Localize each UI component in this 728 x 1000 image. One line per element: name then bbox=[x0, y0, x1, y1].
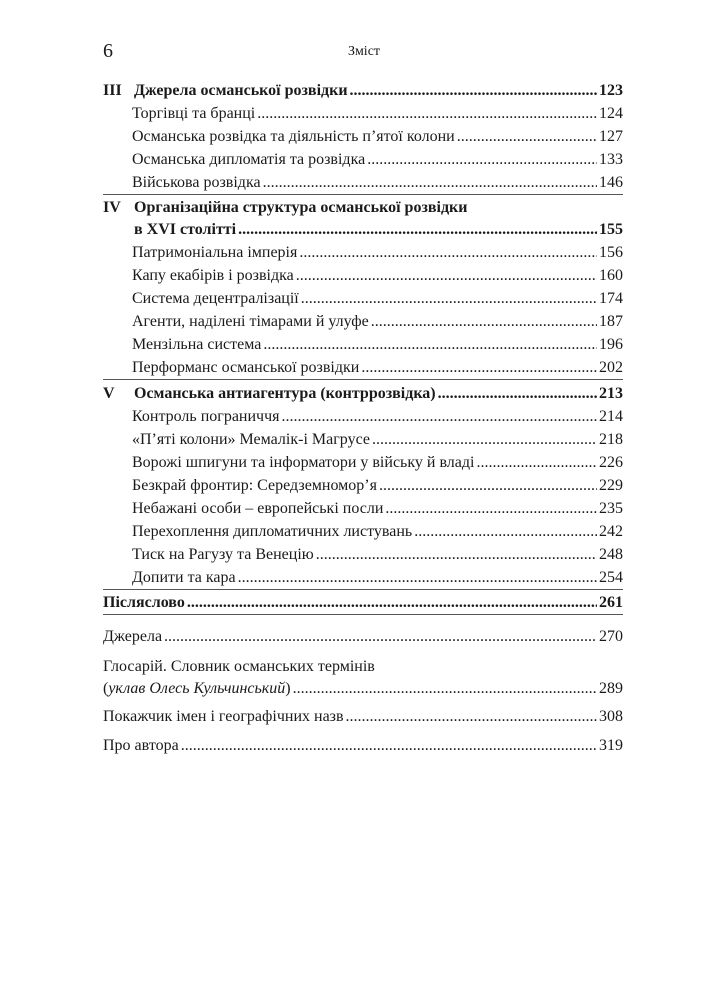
toc-afterword[interactable] bbox=[103, 592, 623, 614]
page-ref: 308 bbox=[599, 708, 623, 725]
toc-entry[interactable] bbox=[132, 567, 623, 589]
divider bbox=[103, 614, 623, 615]
entry-title: Торгівці та бранці bbox=[132, 105, 256, 122]
toc-entry[interactable] bbox=[132, 429, 623, 451]
divider bbox=[103, 589, 623, 590]
part-title: Джерела османської розвідки bbox=[134, 82, 348, 99]
toc-entry[interactable] bbox=[132, 149, 623, 171]
toc-entry[interactable] bbox=[132, 288, 623, 310]
page-ref: 214 bbox=[599, 408, 623, 425]
toc-entry[interactable] bbox=[132, 357, 623, 379]
entry-title: Тиск на Рагузу та Венецію bbox=[132, 546, 314, 563]
page-ref: 160 bbox=[599, 267, 623, 284]
page-ref: 248 bbox=[599, 546, 623, 563]
entry-title: Перформанс османської розвідки bbox=[132, 359, 360, 376]
entry-title: «П’яті колони» Мемалік-і Магрусе bbox=[132, 431, 370, 448]
entry-title: Контроль пограниччя bbox=[132, 408, 280, 425]
toc-entry[interactable] bbox=[132, 334, 623, 356]
entry-title-line-1: Глосарій. Словник османських термінів bbox=[103, 658, 375, 675]
toc-part-iv[interactable] bbox=[103, 197, 623, 241]
toc-entry[interactable] bbox=[132, 498, 623, 520]
entry-title: Османська дипломатія та розвідка bbox=[132, 151, 366, 168]
entry-title-line-2: (уклав Олесь Кульчинський) bbox=[103, 680, 291, 697]
toc-entry[interactable] bbox=[132, 406, 623, 428]
toc-part-iii[interactable] bbox=[103, 80, 623, 102]
toc-entry[interactable] bbox=[132, 475, 623, 497]
part-title-line-1: Організаційна структура османської розвідки bbox=[134, 199, 468, 216]
page-ref: 235 bbox=[599, 500, 623, 517]
part-title: Османська антиагентура (контррозвідка) bbox=[134, 385, 436, 402]
page-ref: 202 bbox=[599, 359, 623, 376]
entry-title: Мензільна система bbox=[132, 336, 262, 353]
page-ref: 319 bbox=[599, 737, 623, 754]
entry-title: Перехоплення дипломатичних листувань bbox=[132, 523, 413, 540]
page-ref: 218 bbox=[599, 431, 623, 448]
toc-entry[interactable] bbox=[132, 242, 623, 264]
toc-index[interactable] bbox=[103, 706, 623, 728]
page-ref: 261 bbox=[599, 594, 623, 611]
page-ref: 213 bbox=[599, 385, 623, 402]
entry-title: Ворожі шпигуни та інформатори у війську й владі bbox=[132, 454, 475, 471]
page-ref: 133 bbox=[599, 151, 623, 168]
part-title-line-2: в XVI столітті bbox=[134, 221, 237, 238]
page-ref: 270 bbox=[599, 628, 623, 645]
entry-title: Система децентралізації bbox=[132, 290, 299, 307]
page-ref: 127 bbox=[599, 128, 623, 145]
entry-title: Допити та кара bbox=[132, 569, 236, 586]
entry-title: Агенти, наділені тімарами й улуфе bbox=[132, 313, 369, 330]
page-ref: 242 bbox=[599, 523, 623, 540]
toc-entry[interactable] bbox=[132, 544, 623, 566]
entry-title: Військова розвідка bbox=[132, 174, 261, 191]
page-number: 6 bbox=[103, 40, 113, 62]
entry-title: Про автора bbox=[103, 737, 179, 754]
page-ref: 229 bbox=[599, 477, 623, 494]
part-number: IV bbox=[103, 199, 121, 216]
toc-entry[interactable] bbox=[132, 126, 623, 148]
toc-entry[interactable] bbox=[132, 172, 623, 194]
entry-title: Османська розвідка та діяльність п’ятої колони bbox=[132, 128, 455, 145]
part-number: III bbox=[103, 82, 122, 99]
toc-entry[interactable] bbox=[132, 521, 623, 543]
entry-title: Патримоніальна імперія bbox=[132, 244, 298, 261]
page-ref: 254 bbox=[599, 569, 623, 586]
page-ref: 124 bbox=[599, 105, 623, 122]
toc-entry[interactable] bbox=[132, 311, 623, 333]
toc-entry[interactable] bbox=[132, 452, 623, 474]
table-of-contents bbox=[103, 0, 623, 1000]
entry-title: Капу екабірів і розвідка bbox=[132, 267, 294, 284]
part-number: V bbox=[103, 385, 115, 402]
toc-entry[interactable] bbox=[132, 265, 623, 287]
page-ref: 174 bbox=[599, 290, 623, 307]
entry-title: Покажчик імен і географічних назв bbox=[103, 708, 344, 725]
page-ref: 196 bbox=[599, 336, 623, 353]
page-ref: 226 bbox=[599, 454, 623, 471]
compiler-credit: уклав Олесь Кульчинський bbox=[108, 680, 286, 697]
toc-entry[interactable] bbox=[132, 103, 623, 125]
toc-sources[interactable] bbox=[103, 626, 623, 648]
page-ref: 123 bbox=[599, 82, 623, 99]
page-ref: 187 bbox=[599, 313, 623, 330]
toc-part-v[interactable] bbox=[103, 383, 623, 405]
divider bbox=[103, 194, 623, 195]
page-ref: 146 bbox=[599, 174, 623, 191]
page-ref: 156 bbox=[599, 244, 623, 261]
toc-about-author[interactable] bbox=[103, 735, 623, 757]
entry-title: Післяслово bbox=[103, 594, 185, 611]
toc-glossary[interactable] bbox=[103, 656, 623, 700]
page-ref: 289 bbox=[599, 680, 623, 697]
running-head: Зміст bbox=[347, 44, 381, 59]
entry-title: Джерела bbox=[103, 628, 163, 645]
divider bbox=[103, 379, 623, 380]
entry-title: Небажані особи – европейські посли bbox=[132, 500, 384, 517]
page-ref: 155 bbox=[599, 221, 623, 238]
entry-title: Безкрай фронтир: Середземномор’я bbox=[132, 477, 377, 494]
